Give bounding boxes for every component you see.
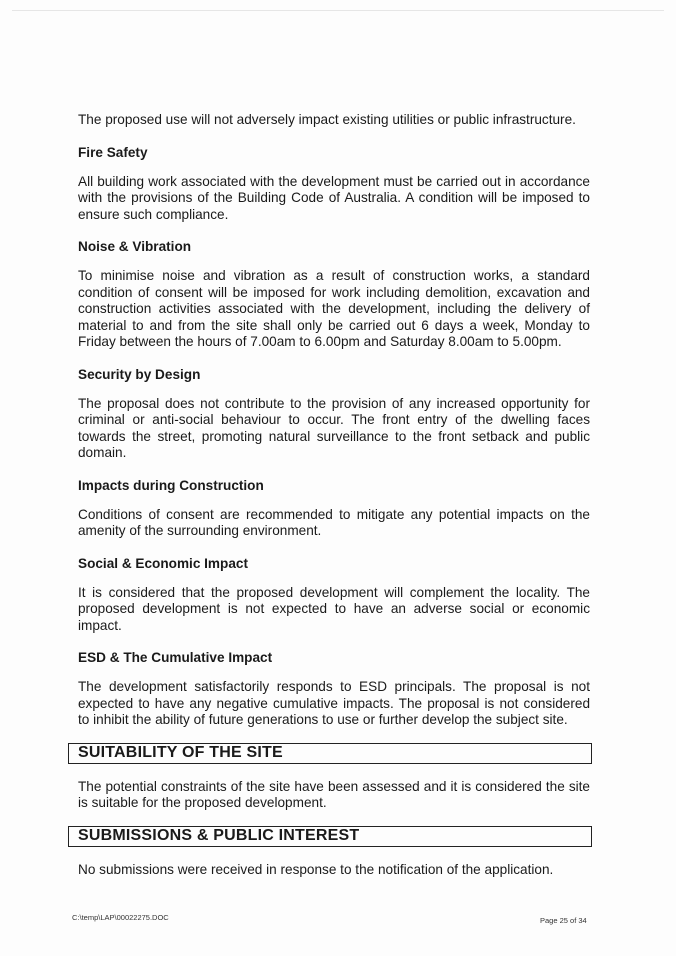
- paragraph-social-economic-impact: It is considered that the proposed development will complement the locality. The proposed development is not expected to have an adverse social or economic impact.: [78, 584, 590, 633]
- paragraph-suitability: The potential constraints of the site have been assessed and it is considered the site is suitable for the proposed development.: [78, 778, 590, 810]
- paragraph-submissions: No submissions were received in response to the notification of the application.: [78, 861, 554, 877]
- section-title-suitability: SUITABILITY OF THE SITE: [78, 744, 283, 761]
- footer-file-path: C:\temp\LAP\00022275.DOC: [72, 913, 169, 922]
- paragraph-noise-vibration: To minimise noise and vibration as a result of construction works, a standard condition of consent will be imposed for work including demolition, excavation and construction activities associated with the development, including the delivery of material to and from the site shall only be carried out 6 days a week, Monday to Friday between the hours of 7.00am to 6.00pm and Saturday 8.00am to 5.00pm.: [78, 268, 590, 349]
- heading-esd-cumulative-impact: ESD & The Cumulative Impact: [78, 650, 273, 665]
- paragraph-fire-safety: All building work associated with the development must be carried out in accordance with the provisions of the Building Code of Australia. A condition will be imposed to ensure such compliance.: [78, 173, 590, 222]
- section-title-submissions: SUBMISSIONS & PUBLIC INTEREST: [78, 827, 360, 844]
- heading-social-economic-impact: Social & Economic Impact: [78, 555, 248, 571]
- paragraph-security-by-design: The proposal does not contribute to the provision of any increased opportunity for criminal or anti-social behaviour to occur. The front entry of the dwelling faces towards the street, promoting natural surveillance to the front setback and public domain.: [78, 395, 590, 460]
- intro-paragraph: The proposed use will not adversely impact existing utilities or public infrastructure.: [78, 112, 576, 127]
- document-body: [78, 112, 590, 878]
- footer-page-number: Page 25 of 34: [540, 916, 587, 925]
- heading-security-by-design: Security by Design: [78, 366, 201, 382]
- heading-fire-safety: Fire Safety: [78, 144, 148, 160]
- section-heading-submissions: [68, 826, 592, 847]
- section-heading-suitability: [68, 743, 592, 764]
- heading-impacts-during-construction: Impacts during Construction: [78, 477, 264, 493]
- paragraph-esd-cumulative-impact: The development satisfactorily responds to ESD principals. The proposal is not expected to have any negative cumulative impacts. The proposal is not considered to inhibit the ability of future generations to use or further develop the subject site.: [78, 679, 590, 727]
- paragraph-impacts-during-construction: Conditions of consent are recommended to mitigate any potential impacts on the amenity of the surrounding environment.: [78, 506, 590, 538]
- heading-noise-vibration: Noise & Vibration: [78, 239, 192, 254]
- page-top-edge: [12, 10, 664, 11]
